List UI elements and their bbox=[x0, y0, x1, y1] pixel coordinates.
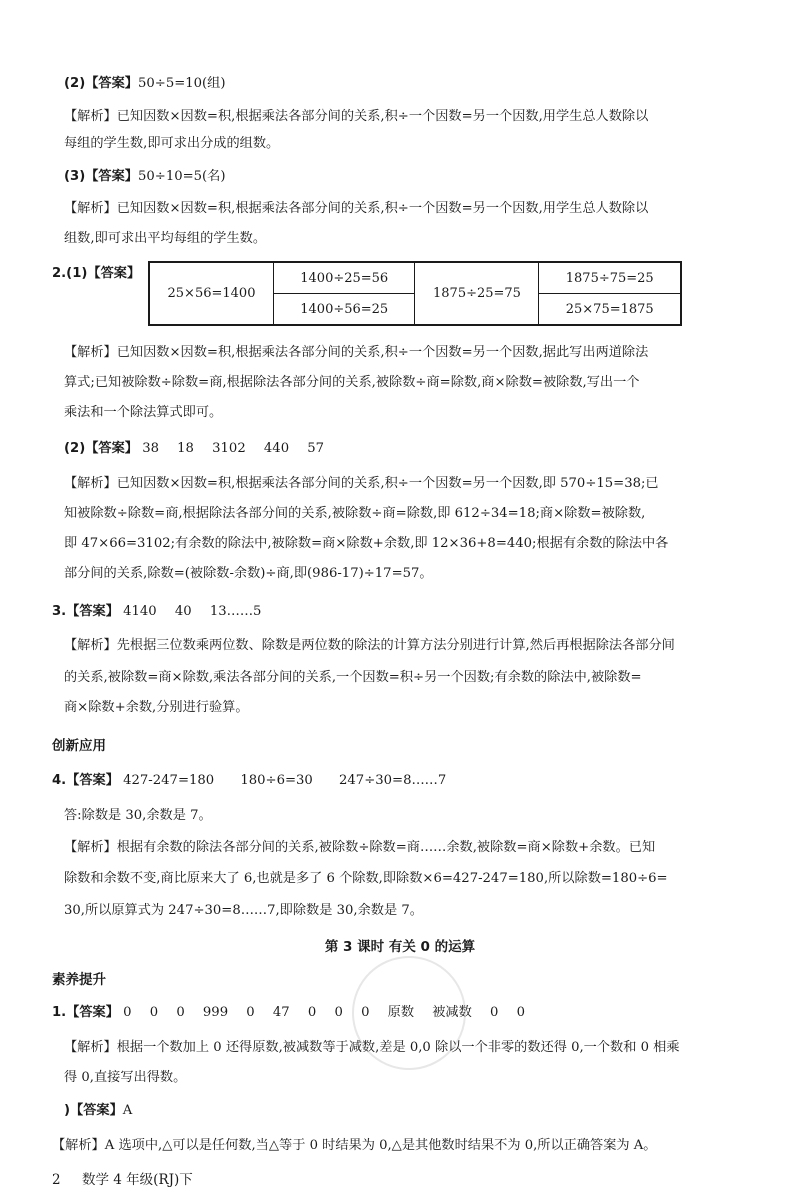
answer-tag: 4.【答案】 bbox=[52, 773, 119, 788]
analysis-line: 每组的学生数,即可求出分成的组数。 bbox=[64, 136, 280, 151]
analysis-line: 30,所以原算式为 247÷30=8……7,即除数是 30,余数是 7。 bbox=[64, 903, 423, 918]
analysis-line: 【解析】根据有余数的除法各部分间的关系,被除数÷除数=商……余数,被除数=商×除数+余数。已知 bbox=[64, 840, 656, 855]
footer-text: 数学 4 年级(RJ)下 bbox=[82, 1172, 193, 1188]
q2-answer-line bbox=[64, 1101, 132, 1121]
analysis-line: 【解析】已知因数×因数=积,根据乘法各部分间的关系,积÷一个因数=另一个因数,据此写出两道除法 bbox=[64, 345, 649, 360]
analysis-line: 知被除数÷除数=商,根据除法各部分间的关系,被除数÷商=除数,即 612÷34=18;商×除数=被除数, bbox=[64, 506, 646, 521]
answer-value: 440 bbox=[263, 441, 290, 456]
analysis-line: 算式;已知被除数÷除数=商,根据除法各部分间的关系,被除数÷商=除数,商×除数=被除数,写出一个 bbox=[64, 375, 640, 390]
table-cell: 25×75=1875 bbox=[539, 294, 681, 326]
answer-value: 18 bbox=[177, 441, 194, 456]
analysis-line: 乘法和一个除法算式即可。 bbox=[64, 405, 223, 420]
answer-value: 247÷30=8……7 bbox=[339, 773, 447, 788]
analysis-line: 即 47×66=3102;有余数的除法中,被除数=商×除数+余数,即 12×36+8=440;根据有余数的除法中各 bbox=[64, 536, 669, 551]
q2-1-answer-tag: 2.(1)【答案】 bbox=[52, 266, 141, 281]
lesson-title: 第 3 课时 有关 0 的运算 bbox=[324, 939, 476, 955]
table-cell: 1875÷25=75 bbox=[415, 262, 539, 325]
answer-value: 999 bbox=[202, 1005, 229, 1020]
answer-value: 0 bbox=[149, 1005, 159, 1020]
answer-value: 40 bbox=[174, 604, 192, 619]
q3-answer-line bbox=[64, 167, 226, 187]
analysis-line: 【解析】根据一个数加上 0 还得原数,被减数等于减数,差是 0,0 除以一个非零的数还得 0,一个数和 0 相乘 bbox=[64, 1040, 680, 1055]
answer-value: 47 bbox=[272, 1005, 290, 1020]
analysis-line: 【解析】已知因数×因数=积,根据乘法各部分间的关系,积÷一个因数=另一个因数,用学生总人数除以 bbox=[64, 109, 649, 124]
answer-value: 0 bbox=[123, 1005, 132, 1020]
answer-tag: (3)【答案】 bbox=[64, 169, 138, 184]
q4-answer-line bbox=[52, 771, 446, 791]
answer-value: 180÷6=30 bbox=[240, 773, 313, 788]
q2-answer-line bbox=[64, 74, 226, 94]
watermark-stamp-icon bbox=[332, 936, 486, 1090]
page-number: 2 bbox=[52, 1172, 61, 1188]
answer-value: 0 bbox=[361, 1005, 370, 1020]
analysis-line: 组数,即可求出平均每组的学生数。 bbox=[64, 231, 267, 246]
conclusion-line: 答:除数是 30,余数是 7。 bbox=[64, 808, 212, 823]
answer-value: 0 bbox=[334, 1005, 343, 1020]
table-cell: 1400÷25=56 bbox=[273, 262, 415, 294]
analysis-line: 【解析】已知因数×因数=积,根据乘法各部分间的关系,积÷一个因数=另一个因数,即 570÷15=38;已 bbox=[64, 476, 659, 491]
answer-tag: 3.【答案】 bbox=[52, 604, 119, 619]
answer-text: 50÷10=5(名) bbox=[137, 169, 226, 184]
section-heading: 素养提升 bbox=[52, 972, 106, 988]
analysis-line: 得 0,直接写出得数。 bbox=[64, 1070, 187, 1085]
answer-tag: (2)【答案】 bbox=[64, 441, 138, 456]
answer-value: 0 bbox=[516, 1005, 525, 1020]
answer-value: 0 bbox=[490, 1005, 499, 1020]
answer-value: 0 bbox=[246, 1005, 255, 1020]
analysis-line: 商×除数+余数,分别进行验算。 bbox=[64, 700, 249, 715]
analysis-line: 【解析】已知因数×因数=积,根据乘法各部分间的关系,积÷一个因数=另一个因数,用学生总人数除以 bbox=[64, 201, 649, 216]
q3-answer-line bbox=[52, 602, 261, 622]
analysis-line: 除数和余数不变,商比原来大了 6,也就是多了 6 个除数,即除数×6=427-247=180,所以除数=180÷6= bbox=[64, 871, 668, 886]
answer-tag: (2)【答案】 bbox=[64, 76, 138, 91]
analysis-line: 【解析】A 选项中,△可以是任何数,当△等于 0 时结果为 0,△是其他数时结果不为 0,所以正确答案为 A。 bbox=[52, 1138, 657, 1153]
answer-text: 50÷5=10(组) bbox=[137, 76, 226, 91]
answer-value: 57 bbox=[307, 441, 325, 456]
table-cell: 1875÷75=25 bbox=[539, 262, 681, 294]
table-cell: 1400÷56=25 bbox=[273, 294, 415, 326]
answer-value: 13……5 bbox=[209, 604, 262, 619]
answer-tag: 1.【答案】 bbox=[52, 1005, 119, 1020]
answer-value: 38 bbox=[142, 441, 159, 456]
analysis-line: 【解析】先根据三位数乘两位数、除数是两位数的除法的计算方法分别进行计算,然后再根据除法各部分间 bbox=[64, 638, 675, 653]
answer-table bbox=[148, 261, 682, 326]
answer-tag: )【答案】 bbox=[64, 1103, 123, 1118]
analysis-line: 部分间的关系,除数=(被除数-余数)÷商,即(986-17)÷17=57。 bbox=[64, 566, 433, 581]
section-heading: 创新应用 bbox=[52, 738, 106, 754]
analysis-line: 的关系,被除数=商×除数,乘法各部分间的关系,一个因数=积÷另一个因数;有余数的除法中,被除数= bbox=[64, 670, 642, 685]
answer-value: 427-247=180 bbox=[123, 773, 215, 788]
answer-value: 被减数 bbox=[432, 1005, 472, 1020]
page-footer bbox=[52, 1170, 193, 1190]
answer-value: 原数 bbox=[387, 1005, 415, 1020]
q2-2-answer-line bbox=[64, 439, 324, 459]
answer-value: 4140 bbox=[123, 604, 157, 619]
table-cell: 25×56=1400 bbox=[149, 262, 273, 325]
answer-value: 0 bbox=[307, 1005, 317, 1020]
answer-text: A bbox=[122, 1103, 133, 1118]
answer-value: 3102 bbox=[212, 441, 246, 456]
answer-value: 0 bbox=[176, 1005, 185, 1020]
